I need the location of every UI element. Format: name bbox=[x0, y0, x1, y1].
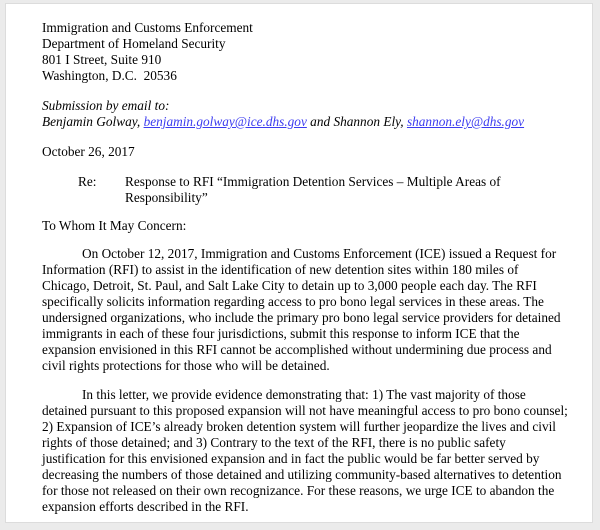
letter-date: October 26, 2017 bbox=[42, 144, 135, 159]
re-label: Re: bbox=[78, 174, 97, 189]
re-subject: Response to RFI “Immigration Detention Services – Multiple Areas of Responsibility” bbox=[125, 174, 501, 205]
sender-department: Department of Homeland Security bbox=[42, 36, 226, 51]
submission-block bbox=[42, 98, 569, 130]
recipient-connector: and Shannon Ely, bbox=[306, 114, 407, 129]
body-paragraph-1: On October 12, 2017, Immigration and Customs Enforcement (ICE) issued a Request for Information (RFI) to assist in the identification of new detention sites within 180 miles of Chicago, Detroit, St. Paul, and Salt Lake City to detain up to 3,000 people each day. The RFI specifically solicits information regarding access to pro bono legal services in these areas. The undersigned organizations, who include the primary pro bono legal service providers for detained immigrants in each of these four jurisdictions, submit this response to inform ICE that the expansion envisioned in this RFI cannot be accomplished without undermining due process and civil rights protections for those who will be detained. bbox=[42, 246, 561, 373]
re-line bbox=[78, 174, 569, 206]
submission-intro: Submission by email to: bbox=[42, 98, 170, 113]
body-paragraph-2: In this letter, we provide evidence demonstrating that: 1) The vast majority of those detained pursuant to this proposed expansion will not have meaningful access to pro bono counsel; 2) Expansion of ICE’s already broken detention system will further jeopardize the lives and civil rights of those detained; and 3) Contrary to the text of the RFI, there is no public safety justification for this envisioned expansion and in fact the public would be far better served by decreasing the numbers of those detained and utilizing community-based alternatives to detention for those not released on their own recognizance. For these reasons, we urge ICE to abandon the expansion efforts described in the RFI. bbox=[42, 387, 568, 515]
letter-content bbox=[6, 4, 589, 515]
submission-recipients bbox=[42, 114, 569, 130]
email-link-ely[interactable]: shannon.ely@dhs.gov bbox=[406, 114, 525, 129]
email-link-golway[interactable]: benjamin.golway@ice.dhs.gov bbox=[143, 114, 307, 129]
recipient-name-1: Benjamin Golway, bbox=[42, 114, 144, 129]
sender-address-block bbox=[42, 20, 569, 84]
letter-page bbox=[5, 3, 593, 523]
sender-city-zip: Washington, D.C. 20536 bbox=[42, 68, 177, 83]
salutation: To Whom It May Concern: bbox=[42, 218, 187, 233]
sender-street: 801 I Street, Suite 910 bbox=[42, 52, 162, 67]
sender-org: Immigration and Customs Enforcement bbox=[42, 20, 253, 35]
